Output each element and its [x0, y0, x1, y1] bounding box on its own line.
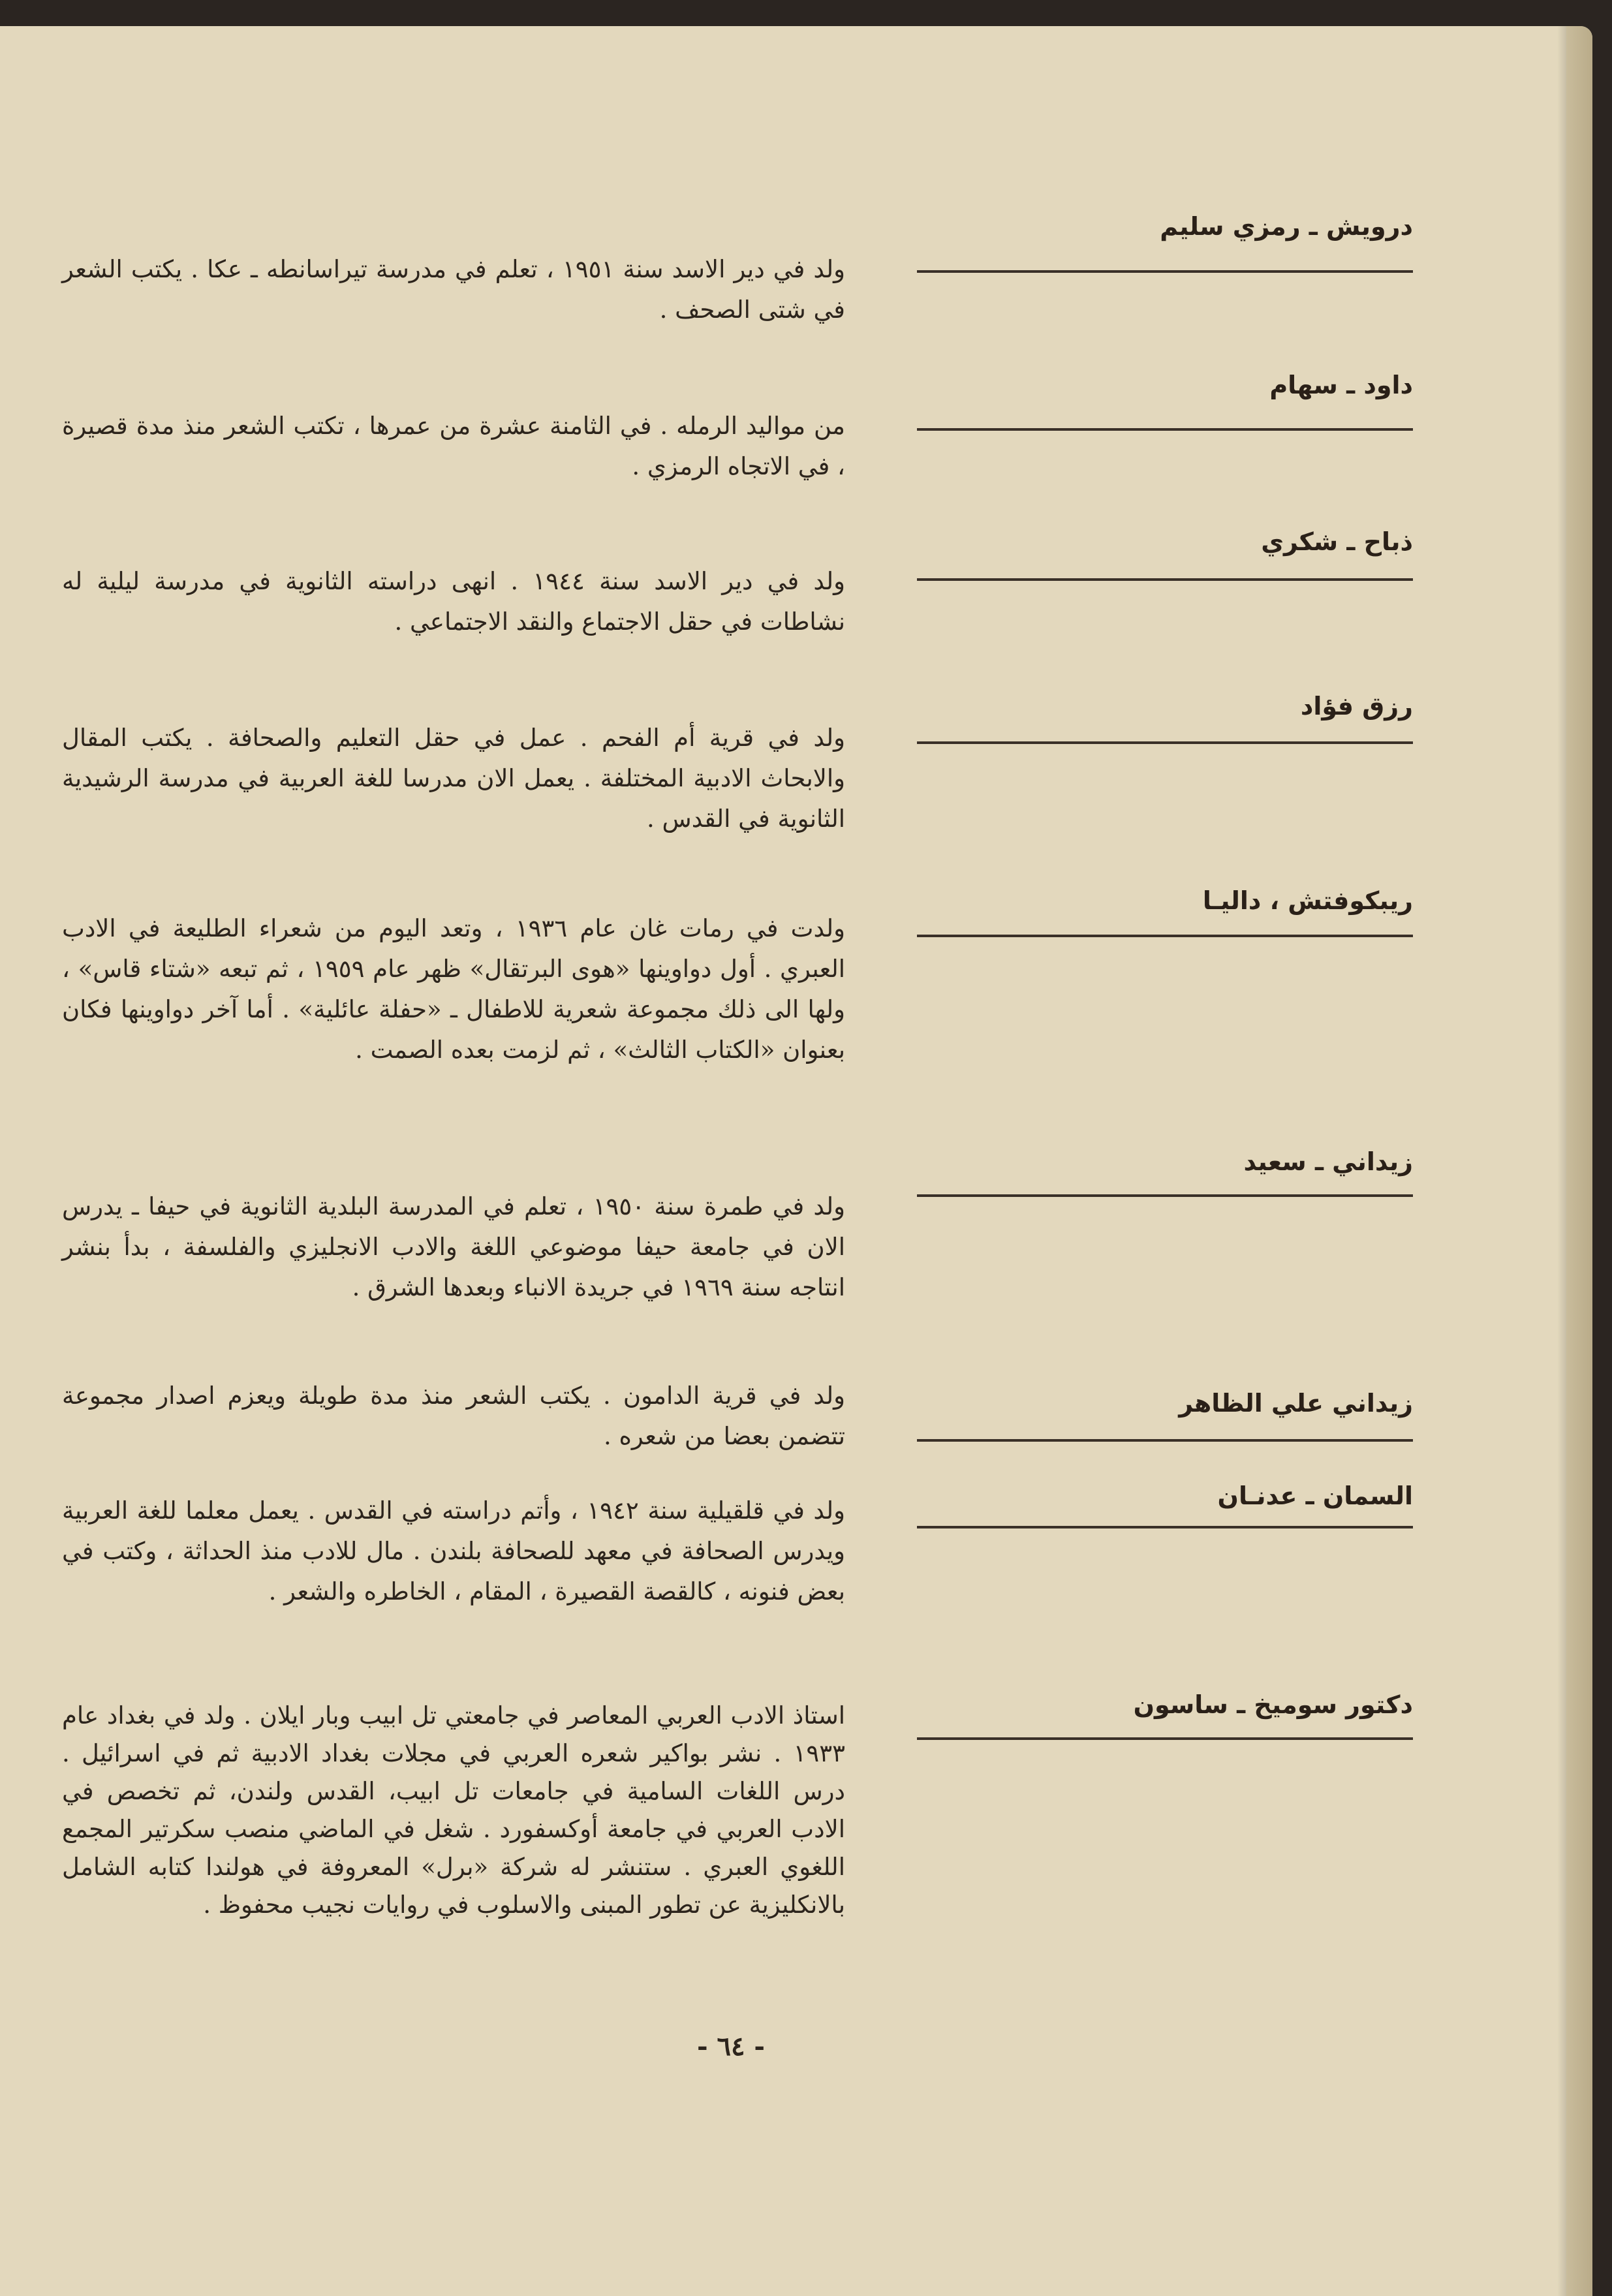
- entry-name: السمان ـ عدنـان: [1217, 1482, 1413, 1510]
- page-edge: [1566, 26, 1592, 2296]
- name-underline: [917, 1737, 1413, 1740]
- name-underline: [917, 578, 1413, 581]
- page-number: - ٦٤ -: [696, 2031, 766, 2062]
- entry-name: زيداني علي الظاهر: [1179, 1389, 1413, 1418]
- name-underline: [917, 428, 1413, 431]
- entry-bio: من مواليد الرمله . في الثامنة عشرة من عمرها ، تكتب الشعر منذ مدة قصيرة ، في الاتجاه الرمزي .: [62, 412, 845, 480]
- entry-bio: ولد في دير الاسد سنة ١٩٤٤ . انهى دراسته الثانوية في مدرسة ليلية له نشاطات في حقل الاجتماع والنقد الاجتماعي .: [62, 567, 845, 636]
- name-underline: [917, 270, 1413, 273]
- entry-name: دكتور سوميخ ـ ساسون: [1133, 1690, 1413, 1719]
- name-underline: [917, 935, 1413, 937]
- name-underline: [917, 1439, 1413, 1442]
- entry-name: ريبكوفتش ، داليـا: [1202, 886, 1413, 915]
- entry-name: ذباح ـ شكري: [1261, 527, 1413, 556]
- entry-name: زيداني ـ سعيد: [1243, 1147, 1413, 1176]
- entry-bio: استاذ الادب العربي المعاصر في جامعتي تل ابيب وبار ايلان . ولد في بغداد عام ١٩٣٣ . نشر بواكير شعره العربي في مجلات بغداد الادبية ثم في اسرائيل . درس اللغات السامية في جامعات تل ابيب، القدس ولندن، ثم تخصص في الادب العربي في جامعة أوكسفورد . شغل في الماضي منصب سكرتير المجمع اللغوي العبري . ستنشر له شركة «برل» المعروفة في هولندا كتابه الشامل بالانكليزية عن تطور المبنى والاسلوب في روايات نجيب محفوظ .: [62, 1701, 845, 1919]
- entry-bio: ولد في قرية أم الفحم . عمل في حقل التعليم والصحافة . يكتب المقال والابحاث الادبية المختلفة . يعمل الان مدرسا للغة العربية في مدرسة الرشيدية الثانوية في القدس .: [62, 724, 845, 833]
- entry-name: داود ـ سهام: [1269, 371, 1413, 399]
- entry-bio: ولد في قلقيلية سنة ١٩٤٢ ، وأتم دراسته في القدس . يعمل معلما للغة العربية ويدرس الصحافة في معهد للصحافة بلندن . مال للادب منذ الحداثة ، وكتب في بعض فنونه ، كالقصة القصيرة ، المقام ، الخاطره والشعر .: [62, 1497, 845, 1606]
- entry-bio: ولدت في رمات غان عام ١٩٣٦ ، وتعد اليوم من شعراء الطليعة في الادب العبري . أول دواوينها «هوى البرتقال» ظهر عام ١٩٥٩ ، ثم تبعه «شتاء قاس» ، ولها الى ذلك مجموعة شعرية للاطفال ـ «حفلة عائلية» . أما آخر دواوينها فكان بعنوان «الكتاب الثالث» ، ثم لزمت بعده الصمت .: [62, 914, 846, 1064]
- page-shadow: [1557, 26, 1566, 2296]
- name-underline: [917, 1194, 1413, 1197]
- entry-name: رزق فؤاد: [1300, 692, 1413, 721]
- name-underline: [917, 1526, 1413, 1528]
- document-page: [0, 26, 1592, 2296]
- entry-bio: ولد في طمرة سنة ١٩٥٠ ، تعلم في المدرسة البلدية الثانوية في حيفا ـ يدرس الان في جامعة حيفا موضوعي اللغة والادب الانجليزي والفلسفة ، بدأ بنشر انتاجه سنة ١٩٦٩ في جريدة الانباء وبعدها الشرق .: [62, 1192, 845, 1301]
- name-underline: [917, 741, 1413, 744]
- entry-name: درويش ـ رمزي سليم: [1160, 212, 1413, 241]
- entry-bio: ولد في قرية الدامون . يكتب الشعر منذ مدة طويلة ويعزم اصدار مجموعة تتضمن بعضا من شعره .: [62, 1382, 845, 1450]
- entry-bio: ولد في دير الاسد سنة ١٩٥١ ، تعلم في مدرسة تيراسانطه ـ عكا . يكتب الشعر في شتى الصحف .: [62, 255, 845, 324]
